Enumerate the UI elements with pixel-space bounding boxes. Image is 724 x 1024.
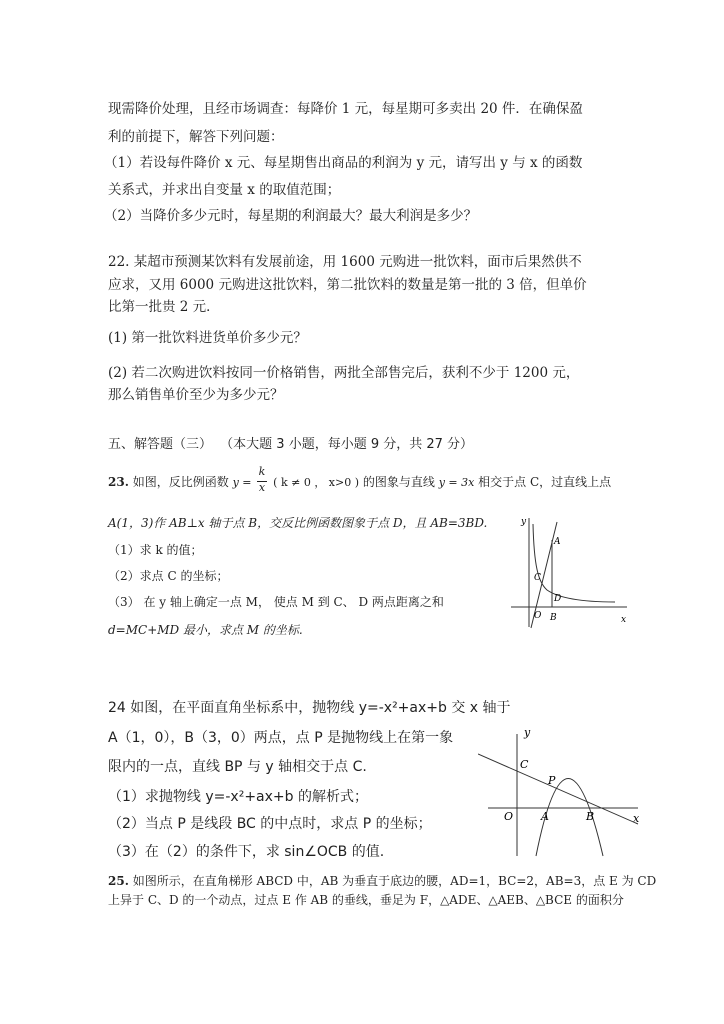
q21-part-2: （2）当降价多少元时，每星期的利润最大？最大利润是多少？ — [104, 208, 478, 224]
q23-condition: ( k ≠ 0 ， x>0 ) — [273, 476, 360, 489]
q21-part-1b: 关系式，并求出自变量 x 的取值范围； — [108, 182, 341, 198]
section-note: （本大题 3 小题，每小题 9 分，共 27 分） — [220, 437, 474, 452]
q23-hyperbola — [533, 524, 615, 602]
section-title — [108, 436, 473, 454]
q23-intro-c: 相交于点 C，过直线上点 — [478, 475, 612, 489]
q22-part-2a: (2) 若二次购进饮料按同一价格销售，两批全部售完后，获利不少于 1200 元， — [108, 365, 580, 381]
q22-line-2: 应求，又用 6000 元购进这批饮料，第二批饮料的数量是第一批的 3 倍，但单价 — [108, 277, 587, 293]
q24-figure — [478, 726, 648, 858]
q23-number: 23. — [108, 475, 129, 489]
q23-line-eq: y = 3x — [438, 476, 475, 489]
q24-line-1: 24 如图，在平面直角坐标系中，抛物线 y=-x²+ax+b 交 x 轴于 — [108, 700, 511, 716]
q23-label-b: B — [550, 613, 557, 623]
q23-line-1 — [108, 473, 611, 492]
q24-part-3: （3）在（2）的条件下，求 sin∠OCB 的值. — [108, 844, 385, 860]
q24-label-a: A — [541, 810, 549, 823]
q22-line-3: 比第一批贵 2 元． — [108, 299, 220, 315]
q24-label-b: B — [586, 810, 595, 823]
q24-label-c: C — [520, 758, 529, 771]
q23-label-c: C — [534, 573, 541, 583]
q24-line-2: A（1，0），B（3，0）两点，点 P 是抛物线上在第一象 — [108, 730, 454, 746]
q24-label-o: O — [504, 810, 514, 823]
q23-part-2: （2）求点 C 的坐标； — [108, 569, 229, 583]
q23-part-3a: （3） 在 y 轴上确定一点 M， 使点 M 到 C、 D 两点距离之和 — [108, 595, 444, 609]
q22-part-1: (1) 第一批饮料进货单价多少元？ — [108, 330, 307, 346]
q23-intro-b: 的图象与直线 — [362, 475, 435, 489]
q23-fraction-k: k — [258, 465, 266, 478]
q25-number: 25. — [108, 874, 129, 888]
q25-text-1: 如图所示，在直角梯形 ABCD 中，AB 为垂直于底边的腰，AD=1，BC=2，AB=3，点 E 为 CD — [132, 874, 657, 888]
q23-label-x: x — [621, 615, 627, 625]
q23-part-3b: d=MC+MD 最小，求点 M 的坐标. — [108, 623, 303, 637]
q23-label-o: O — [534, 611, 542, 621]
q23-fraction-x: x — [258, 481, 266, 494]
q24-label-p: P — [548, 774, 556, 787]
q24-line-bc — [478, 754, 638, 824]
q21-part-1a: （1）若设每件降价 x 元、每星期售出商品的利润为 y 元，请写出 y 与 x 的函数 — [104, 155, 583, 171]
q24-part-2: （2）当点 P 是线段 BC 的中点时，求点 P 的坐标； — [108, 816, 432, 832]
q23-part-1: （1）求 k 的值； — [108, 543, 203, 557]
q23-intro-a: 如图，反比例函数 — [132, 475, 229, 489]
q23-label-y: y — [521, 517, 527, 527]
q21-line-2: 利的前提下，解答下列问题： — [108, 129, 284, 145]
section-title-text: 五、解答题（三） — [108, 437, 213, 452]
q22-part-2b: 那么销售单价至少为多少元？ — [108, 387, 284, 403]
q23-line-2: A(1，3)作 AB⊥x 轴于点 B，交反比例函数图象于点 D，且 AB=3BD. — [108, 516, 488, 530]
q24-part-1: （1）求抛物线 y=-x²+ax+b 的解析式； — [108, 789, 368, 805]
q25-line-2: 上异于 C、D 的一个动点，过点 E 作 AB 的垂线，垂足为 F，△ADE、△AEB、△BCE 的面积分 — [108, 893, 624, 907]
q21-line-1: 现需降价处理，且经市场调查：每降价 1 元，每星期可多卖出 20 件．在确保盈 — [108, 101, 583, 117]
q24-label-x: x — [633, 812, 640, 825]
q24-line-3: 限内的一点，直线 BP 与 y 轴相交于点 C. — [108, 759, 367, 775]
q22-line-1: 22. 某超市预测某饮料有发展前途，用 1600 元购进一批饮料，面市后果然供不 — [108, 254, 582, 270]
q25-line-1 — [108, 872, 656, 890]
q23-y-eq: y = — [232, 476, 252, 489]
q23-label-a: A — [554, 537, 561, 547]
q23-figure — [505, 510, 635, 630]
q23-label-d: D — [554, 594, 562, 604]
q24-label-y: y — [524, 726, 531, 739]
